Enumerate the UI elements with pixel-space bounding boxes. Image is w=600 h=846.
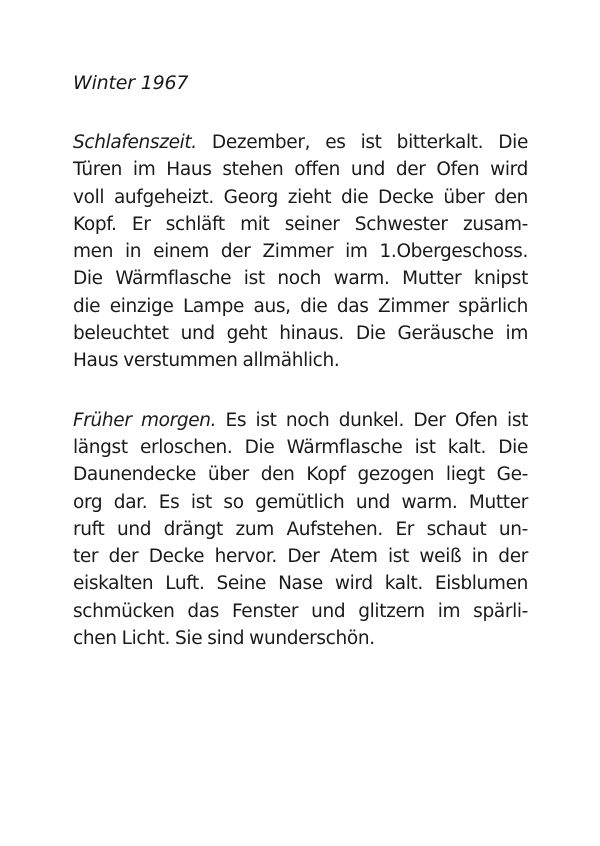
- paragraph-line: [73, 407, 528, 434]
- paragraph-line: ruft und drängt zum Aufstehen. Er schaut un-: [73, 518, 528, 540]
- paragraph-line: ter der Decke hervor. Der Atem ist weiß in der: [73, 546, 528, 568]
- paragraph-line: Daunendecke über den Kopf gezogen liegt Ge-: [73, 464, 528, 486]
- paragraph-line: eiskalten Luft. Seine Nase wird kalt. Eisblumen: [73, 573, 528, 595]
- paragraph-line: schmücken das Fenster und glitzern im spärli-: [73, 600, 528, 622]
- paragraph-line: beleuchtet und geht hinaus. Die Geräusche im: [73, 323, 528, 345]
- paragraph-line: Kopf. Er schläft mit seiner Schwester zusam-: [73, 213, 528, 235]
- paragraph-line: chen Licht. Sie sind wunderschön.: [73, 628, 375, 650]
- paragraph-line: [73, 129, 528, 156]
- paragraph-line: Haus verstummen allmählich.: [73, 350, 340, 372]
- paragraph-line: men in einem der Zimmer im 1.Obergeschoss.: [73, 241, 528, 263]
- paragraph-line: längst erloschen. Die Wärmflasche ist kalt. Die: [73, 436, 528, 458]
- paragraph-lead: Früher morgen.: [73, 409, 217, 431]
- paragraph-line: org dar. Es ist so gemütlich und warm. Mutter: [73, 491, 528, 513]
- paragraph-text: Es ist noch dunkel. Der Ofen ist: [216, 409, 529, 431]
- paragraph-line: voll aufgeheizt. Georg zieht die Decke über den: [73, 186, 528, 208]
- paragraph-line: die einzige Lampe aus, die das Zimmer spärlich: [73, 295, 528, 317]
- paragraph-line: Die Wärmflasche ist noch warm. Mutter knipst: [73, 268, 528, 290]
- paragraph-text: Dezember, es ist bitterkalt. Die: [196, 132, 528, 153]
- document-page: [73, 70, 528, 684]
- paragraph-lead: Schlafenszeit.: [73, 132, 197, 153]
- document-heading: Winter 1967: [73, 72, 189, 94]
- paragraph-2: [73, 407, 528, 653]
- paragraph-line: Türen im Haus stehen offen und der Ofen wird: [73, 159, 528, 181]
- paragraph-1: [73, 129, 528, 375]
